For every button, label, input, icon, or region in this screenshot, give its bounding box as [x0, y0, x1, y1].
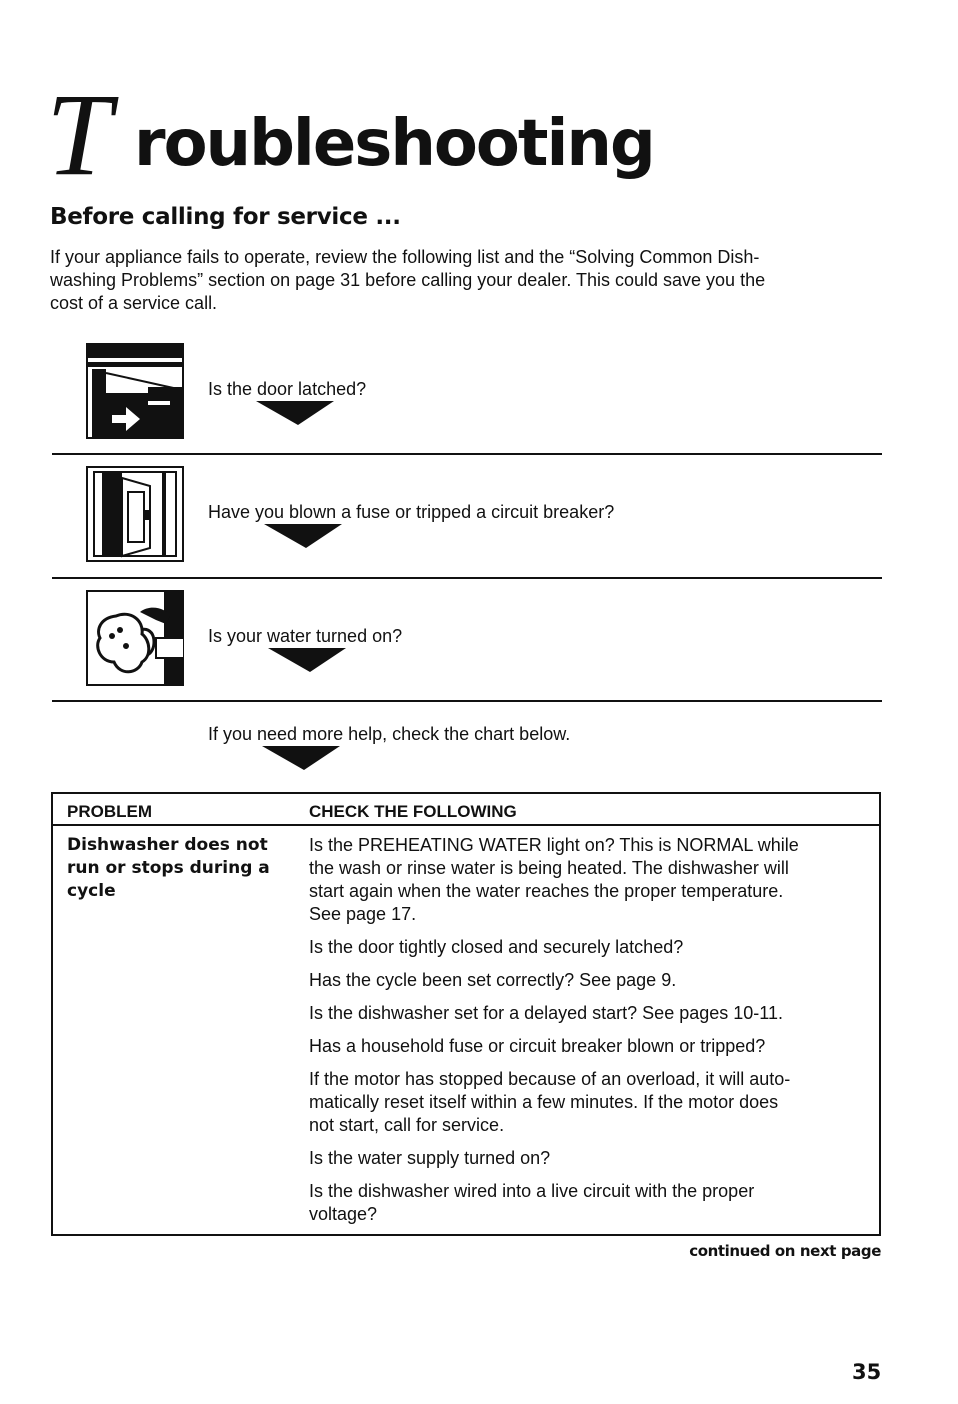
- down-arrow-icon: [264, 524, 342, 548]
- door-latch-icon: [86, 343, 184, 439]
- check-line: start again when the water reaches the proper temperature.: [309, 881, 784, 901]
- check-fuse: [86, 466, 886, 566]
- intro-line: If your appliance fails to operate, review the following list and the “Solving Common Dish-: [50, 247, 760, 267]
- page-number: 35: [852, 1360, 882, 1384]
- page-title: [46, 69, 654, 200]
- question-door: Is the door latched?: [208, 379, 367, 399]
- check-line: Is the dishwasher set for a delayed start? See pages 10-11.: [309, 1003, 783, 1023]
- divider: [52, 577, 882, 579]
- intro-paragraph: [50, 246, 870, 315]
- check-line: See page 17.: [309, 904, 417, 924]
- check-line: voltage?: [309, 1204, 378, 1224]
- check-item: [309, 1147, 869, 1170]
- problem-line: Dishwasher does not: [67, 835, 268, 855]
- check-item: [309, 1068, 869, 1137]
- check-line: not start, call for service.: [309, 1115, 505, 1135]
- check-line: Is the PREHEATING WATER light on? This is NORMAL while: [309, 835, 799, 855]
- title-text: roubleshooting: [134, 107, 654, 181]
- water-valve-icon: [86, 590, 184, 686]
- header-check: CHECK THE FOLLOWING: [309, 802, 517, 821]
- question-water: Is your water turned on?: [208, 626, 403, 646]
- table-header: [53, 794, 879, 826]
- check-item: [309, 1002, 869, 1025]
- divider: [52, 453, 882, 455]
- check-line: Has the cycle been set correctly? See page 9.: [309, 970, 677, 990]
- check-line: Is the door tightly closed and securely latched?: [309, 937, 684, 957]
- down-arrow-icon: [256, 401, 334, 425]
- section-heading: Before calling for service ...: [50, 204, 401, 230]
- help-text: If you need more help, check the chart below.: [208, 724, 571, 744]
- check-line: If the motor has stopped because of an overload, it will auto-: [309, 1069, 791, 1089]
- down-arrow-icon: [262, 746, 340, 770]
- troubleshooting-table: [51, 792, 881, 1236]
- check-item: [309, 1035, 869, 1058]
- check-line: Has a household fuse or circuit breaker blown or tripped?: [309, 1036, 766, 1056]
- check-line: matically reset itself within a few minutes. If the motor does: [309, 1092, 779, 1112]
- header-problem: PROBLEM: [67, 802, 152, 821]
- check-item: [309, 834, 869, 926]
- check-line: the wash or rinse water is being heated. The dishwasher will: [309, 858, 789, 878]
- check-door: [86, 343, 886, 443]
- problem-line: cycle: [67, 881, 116, 901]
- check-line: Is the water supply turned on?: [309, 1148, 551, 1168]
- problem-cell: [67, 834, 287, 903]
- title-initial: T: [46, 69, 112, 200]
- checks-cell: [309, 834, 869, 1236]
- check-item: [309, 1180, 869, 1226]
- continued-note: continued on next page: [689, 1242, 881, 1260]
- down-arrow-icon: [268, 648, 346, 672]
- check-item: [309, 936, 869, 959]
- intro-line: washing Problems” section on page 31 before calling your dealer. This could save you the: [50, 270, 766, 290]
- divider: [52, 700, 882, 702]
- breaker-panel-icon: [86, 466, 184, 562]
- check-line: Is the dishwasher wired into a live circuit with the proper: [309, 1181, 755, 1201]
- check-item: [309, 969, 869, 992]
- question-fuse: Have you blown a fuse or tripped a circuit breaker?: [208, 502, 615, 522]
- problem-line: run or stops during a: [67, 858, 270, 878]
- intro-line: cost of a service call.: [50, 293, 218, 313]
- check-water: [86, 590, 886, 690]
